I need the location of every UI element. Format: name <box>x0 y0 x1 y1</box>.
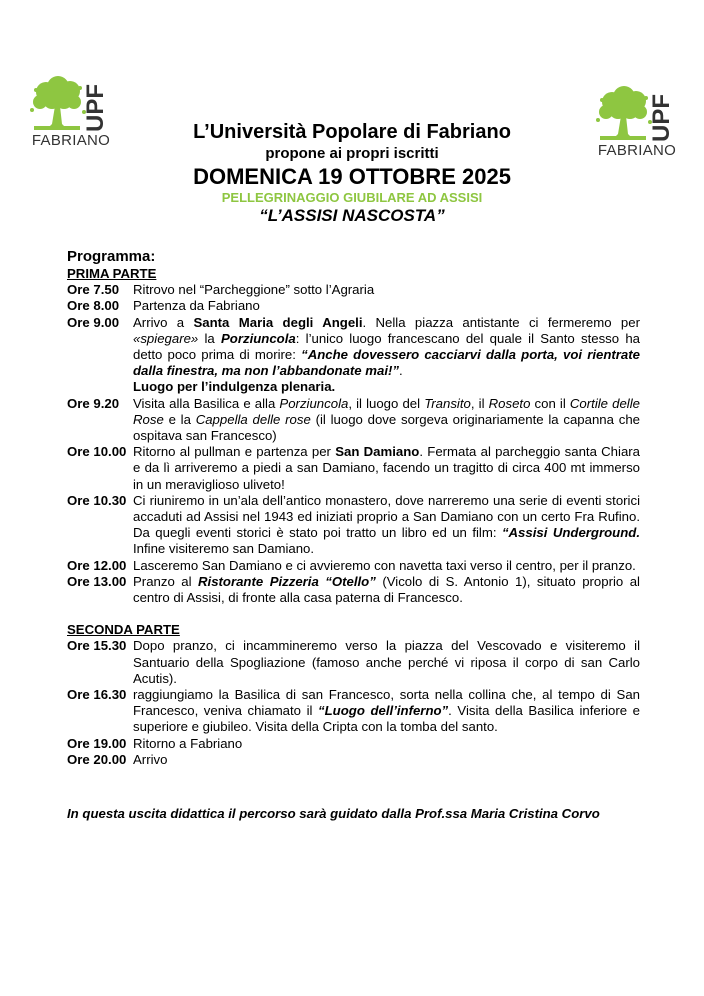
schedule-text: (il luogo dove sorgeva originariamente la capanna che ospitava san Francesco) <box>133 411 640 444</box>
schedule-text: “Assisi Underground. <box>501 525 640 541</box>
schedule-text: Infine visiteremo san Damiano. <box>133 541 315 557</box>
schedule-time: Ore 10.30 <box>67 492 127 508</box>
schedule-text: “Anche dovessero cacciarvi dalla porta, voi rientrate dalla finestra, ma non l’abbandonate mai!” <box>133 347 640 379</box>
schedule-text: . Visita della Basilica inferiore e superiore e giubileo. Visita della Cripta con la tomba del santo. <box>133 703 641 735</box>
programma-heading: Programma: <box>67 248 156 265</box>
schedule-text: raggiungiamo la Basilica di san Francesco, sorta nella collina che, al tempo di San Francesco, veniva chiamato il <box>133 687 640 719</box>
schedule-text: Cappella delle rose <box>195 411 311 427</box>
schedule-description <box>133 282 640 298</box>
schedule-description <box>133 574 640 606</box>
schedule-text: Porziuncola <box>221 330 296 346</box>
schedule-text: Santa Maria degli Angeli <box>193 314 363 330</box>
schedule-text: Arrivo <box>133 751 168 767</box>
part2-title: SECONDA PARTE <box>67 622 180 638</box>
schedule-text: . Fermata al parcheggio santa Chiara e da lì arriveremo a piedi a san Damiano, facendo un tragitto di circa 400 mt immerso in un meraviglioso uliveto! <box>133 444 641 492</box>
schedule-text: con il <box>530 395 570 411</box>
upf-mark: UPF <box>648 94 675 142</box>
schedule-text: la <box>198 330 221 346</box>
schedule-item <box>67 574 640 606</box>
schedule-text: Pranzo al <box>133 573 198 589</box>
upf-mark: UPF <box>82 84 109 132</box>
logo-caption: FABRIANO <box>31 132 111 149</box>
schedule-time: Ore 15.30 <box>67 638 127 654</box>
schedule-description <box>133 638 640 687</box>
schedule-text: Ritrovo nel “Parcheggione” sotto l’Agraria <box>133 282 375 298</box>
subtitle: propone ai propri iscritti <box>265 145 439 162</box>
schedule-item <box>67 493 640 558</box>
schedule-text: Visita alla Basilica e alla <box>133 395 280 411</box>
schedule-text: “Luogo dell’inferno” <box>318 703 449 719</box>
schedule-time: Ore 10.00 <box>67 444 127 460</box>
schedule-item <box>67 396 640 445</box>
schedule-item <box>67 736 640 752</box>
schedule-text: , il luogo del <box>348 395 425 411</box>
schedule-description <box>133 736 640 752</box>
schedule-time: Ore 7.50 <box>67 282 120 298</box>
schedule-text: San Damiano <box>335 444 420 460</box>
schedule-time: Ore 12.00 <box>67 557 127 573</box>
schedule-time: Ore 16.30 <box>67 687 127 703</box>
schedule-description <box>133 752 640 768</box>
schedule-description <box>133 493 640 558</box>
schedule-text: Cortile delle Rose <box>133 395 640 427</box>
schedule-time: Ore 8.00 <box>67 298 120 314</box>
schedule-item <box>67 638 640 687</box>
schedule-description <box>133 298 640 314</box>
schedule-text: Roseto <box>488 395 531 411</box>
schedule-text: . Nella piazza antistante ci fermeremo per <box>362 314 640 330</box>
schedule-text: e la <box>163 411 196 427</box>
schedule-text: Ritorno a Fabriano <box>133 735 243 751</box>
schedule-text: : l’unico luogo francescano del quale il Santo stesso ha detto poco prima di morire: <box>133 330 640 363</box>
schedule-time: Ore 19.00 <box>67 735 127 751</box>
schedule-text: Ci riuniremo in un’ala dell’antico monastero, dove narreremo una serie di eventi storici accaduti ad Assisi nel 1943 ed iniziati proprio a San Damiano con un certo Fra Rufino. Da quegli eventi storici è stato poi tratto un libro ed un film: <box>133 492 640 541</box>
schedule-description <box>133 558 640 574</box>
event-date: DOMENICA 19 OTTOBRE 2025 <box>193 164 511 189</box>
schedule-item <box>67 687 640 736</box>
schedule-text: Ristorante Pizzeria “Otello” <box>198 573 376 589</box>
schedule-text: , il <box>470 395 489 411</box>
schedule-text: Porziuncola <box>279 395 349 411</box>
schedule-text: Lasceremo San Damiano e ci avvieremo con navetta taxi verso il centro, per il pranzo. <box>133 557 636 573</box>
schedule-item <box>67 282 640 298</box>
schedule-item <box>67 315 640 396</box>
event-name: “L’ASSISI NASCOSTA” <box>259 206 445 225</box>
schedule-description <box>133 396 640 445</box>
header <box>0 120 704 227</box>
schedule-text: Dopo pranzo, ci incammineremo verso la piazza del Vescovado e visiteremo il Santuario della Spogliazione (famoso anche perché vi riposa il corpo di san Carlo Acutis). <box>133 638 640 686</box>
schedule-item <box>67 298 640 314</box>
schedule-text: . <box>399 363 403 379</box>
programma <box>67 248 640 768</box>
schedule-time: Ore 13.00 <box>67 573 127 589</box>
schedule-time: Ore 9.20 <box>67 395 120 411</box>
schedule-text: «spiegare» <box>133 330 199 346</box>
schedule-description <box>133 687 640 736</box>
schedule-item <box>67 444 640 493</box>
part2-list <box>67 638 640 768</box>
event-type: PELLEGRINAGGIO GIUBILARE AD ASSISI <box>221 190 483 205</box>
schedule-item <box>67 558 640 574</box>
schedule-text: (Vicolo di S. Antonio 1), situato proprio al centro di Assisi, di fronte alla casa paterna di Francesco. <box>133 573 640 606</box>
logo-caption: FABRIANO <box>597 142 677 159</box>
schedule-time: Ore 20.00 <box>67 751 127 767</box>
schedule-text: Ritorno al pullman e partenza per <box>133 444 336 460</box>
part1-title: PRIMA PARTE <box>67 266 157 281</box>
guide-note: In questa uscita didattica il percorso sarà guidato dalla Prof.ssa Maria Cristina Corvo <box>67 806 600 821</box>
schedule-text: Arrivo a <box>133 314 194 330</box>
page-title: L’Università Popolare di Fabriano <box>193 121 511 143</box>
schedule-time: Ore 9.00 <box>67 314 120 330</box>
schedule-text: Transito <box>424 395 471 411</box>
schedule-item <box>67 752 640 768</box>
schedule-description <box>133 315 640 396</box>
schedule-text: Luogo per l’indulgenza plenaria. <box>133 379 336 395</box>
part1-list <box>67 282 640 606</box>
schedule-description <box>133 444 640 493</box>
schedule-text: Partenza da Fabriano <box>133 298 260 314</box>
